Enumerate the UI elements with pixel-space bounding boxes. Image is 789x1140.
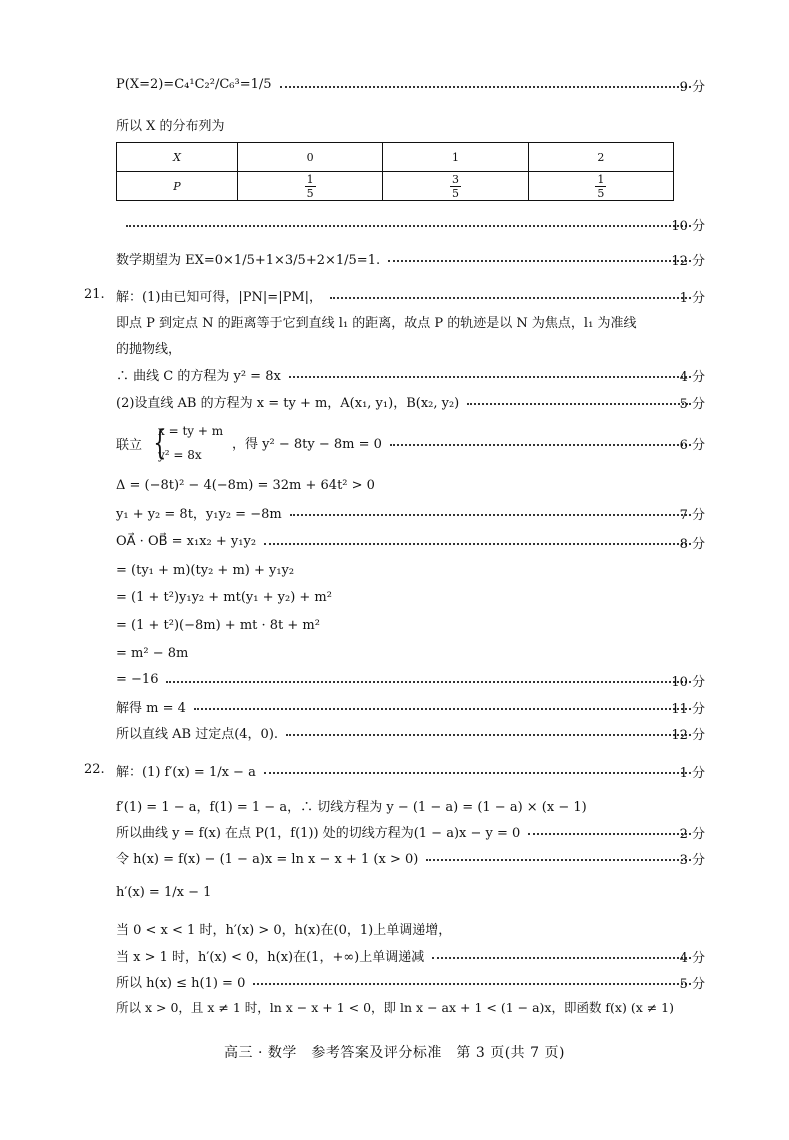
score-label: 5 分	[679, 397, 705, 412]
answer-line	[116, 74, 699, 94]
distribution-table	[116, 142, 674, 201]
solution-text: 即点 P 到定点 N 的距离等于它到直线 l₁ 的距离，故点 P 的轨迹是以 N 为焦点，l₁ 为准线	[116, 315, 637, 331]
score-label: 6 分	[679, 438, 705, 453]
answer-line	[116, 337, 699, 357]
dotted-leader	[388, 260, 691, 262]
page-footer: 高三 · 数学 参考答案及评分标准 第 3 页(共 7 页)	[224, 1045, 565, 1061]
score-label: 8 分	[679, 537, 705, 552]
question-number: 22.	[84, 762, 105, 777]
table-header-x: X	[117, 143, 238, 172]
table-cell	[528, 172, 673, 201]
system-equation: x = ty + m	[158, 424, 224, 438]
fraction-numerator: 3	[451, 172, 459, 186]
score-label: 3 分	[679, 853, 705, 868]
solution-text: f′(1) = 1 − a，f(1) = 1 − a，∴ 切线方程为 y − (1 − a) = (1 − a) × (x − 1)	[116, 799, 587, 815]
score-label: 9 分	[679, 80, 705, 95]
score-label: 4 分	[679, 370, 705, 385]
dotted-leader	[290, 514, 691, 516]
table-header-p: P	[117, 172, 238, 201]
fraction	[450, 173, 461, 200]
answer-line	[116, 882, 699, 902]
solution-text: 所以 x > 0，且 x ≠ 1 时，ln x − x + 1 < 0，即 ln x − ax + 1 < (1 − a)x，即函数 f(x) (x ≠ 1)	[116, 1000, 674, 1015]
solution-text: 联立	[116, 438, 143, 453]
solution-text: 所以曲线 y = f(x) 在点 P(1，f(1)) 处的切线方程为(1 − a)x − y = 0	[116, 825, 521, 841]
answer-line	[116, 587, 699, 607]
dotted-leader	[467, 403, 691, 405]
score-label: 2 分	[679, 827, 705, 842]
answer-line	[116, 997, 705, 1017]
solution-text: 当 0 < x < 1 时，h′(x) > 0，h(x)在(0，1)上单调递增，	[116, 922, 452, 938]
answer-line	[116, 669, 699, 689]
answer-line	[116, 795, 699, 815]
answer-line	[116, 364, 699, 384]
question-number: 21.	[84, 287, 105, 302]
solution-text: = (1 + t²)y₁y₂ + mt(y₁ + y₂) + m²	[116, 589, 332, 605]
answer-line	[116, 475, 699, 495]
answer-line	[116, 643, 699, 663]
dotted-leader	[528, 833, 691, 835]
table-cell: 1	[383, 143, 528, 172]
answer-line	[116, 945, 699, 965]
solution-text: ，得 y² − 8ty − 8m = 0	[232, 436, 382, 452]
answer-line	[116, 248, 699, 268]
system-equation: y² = 8x	[158, 448, 202, 462]
distribution-intro: 所以 X 的分布列为	[116, 118, 225, 134]
table-row	[117, 143, 674, 172]
solution-text: 所以直线 AB 过定点(4，0).	[116, 726, 279, 742]
solution-text: 解得 m = 4	[116, 700, 186, 716]
solution-text: 令 h(x) = f(x) − (1 − a)x = ln x − x + 1 (x > 0)	[116, 851, 419, 867]
score-label: 7 分	[679, 508, 705, 523]
answer-line	[116, 615, 699, 635]
score-label: 12 分	[671, 728, 705, 743]
solution-text: 解：(1) f′(x) = 1/x − a	[116, 764, 256, 780]
score-label: 1 分	[679, 291, 705, 306]
score-label: 1 分	[679, 766, 705, 781]
table-cell	[238, 172, 383, 201]
solution-text: 当 x > 1 时，h′(x) < 0，h(x)在(1，+∞)上单调递减	[116, 949, 425, 965]
dotted-leader	[330, 297, 691, 299]
score-label: 11 分	[671, 702, 705, 717]
solution-text: Δ = (−8t)² − 4(−8m) = 32m + 64t² > 0	[116, 477, 375, 493]
dotted-leader	[426, 859, 691, 861]
solution-text: = (ty₁ + m)(ty₂ + m) + y₁y₂	[116, 562, 295, 578]
solution-text: h′(x) = 1/x − 1	[116, 884, 212, 900]
solution-text: y₁ + y₂ = 8t，y₁y₂ = −8m	[116, 506, 282, 522]
dotted-leader	[280, 86, 691, 88]
fraction-numerator: 1	[597, 172, 605, 186]
solution-text: = −16	[116, 671, 159, 687]
dotted-leader	[264, 772, 691, 774]
answer-line	[116, 391, 699, 411]
dotted-leader	[286, 734, 691, 736]
fraction-numerator: 1	[306, 172, 314, 186]
score-label: 10 分	[671, 675, 705, 690]
solution-text: 所以 h(x) ≤ h(1) = 0	[116, 975, 246, 991]
solution-text: OA⃗ · OB⃗ = x₁x₂ + y₁y₂	[116, 533, 257, 549]
fraction-denominator: 5	[306, 186, 314, 200]
brace-symbol: {	[153, 423, 167, 463]
answer-line	[232, 432, 699, 452]
score-label: 10 分	[671, 219, 705, 234]
dotted-leader	[126, 225, 691, 227]
dotted-leader	[253, 983, 691, 985]
answer-line	[116, 311, 699, 331]
answer-line	[116, 502, 699, 522]
solution-text: = m² − 8m	[116, 645, 189, 661]
solution-text: 的抛物线，	[116, 341, 182, 357]
answer-line	[116, 760, 699, 780]
dotted-leader	[264, 543, 691, 545]
score-label: 5 分	[679, 977, 705, 992]
table-cell	[383, 172, 528, 201]
fraction	[305, 173, 316, 200]
answer-line	[116, 560, 699, 580]
solution-text: = (1 + t²)(−8m) + mt · 8t + m²	[116, 617, 320, 633]
answer-line	[116, 696, 699, 716]
dotted-leader	[432, 957, 691, 959]
answer-line	[116, 114, 699, 134]
probability-formula: P(X=2)=C₄¹C₂²/C₆³=1/5	[116, 76, 272, 92]
fraction-denominator: 5	[451, 186, 459, 200]
dotted-leader	[390, 444, 691, 446]
answer-line	[126, 213, 699, 233]
solution-text: ∴ 曲线 C 的方程为 y² = 8x	[116, 368, 281, 384]
dotted-leader	[166, 681, 691, 683]
score-label: 12 分	[671, 254, 705, 269]
answer-line	[116, 918, 699, 938]
fraction-denominator: 5	[597, 186, 605, 200]
solution-text: (2)设直线 AB 的方程为 x = ty + m，A(x₁, y₁)，B(x₂, y₂)	[116, 395, 460, 411]
table-cell: 2	[528, 143, 673, 172]
solution-text: 解：(1)由已知可得，|PN|=|PM|，	[116, 289, 323, 305]
answer-line	[116, 971, 699, 991]
table-cell: 0	[238, 143, 383, 172]
answer-line	[116, 847, 699, 867]
dotted-leader	[194, 708, 691, 710]
answer-line	[116, 821, 699, 841]
answer-line	[116, 531, 699, 551]
answer-line	[116, 722, 699, 742]
score-label: 4 分	[679, 951, 705, 966]
expectation-formula: 数学期望为 EX=0×1/5+1×3/5+2×1/5=1.	[116, 252, 381, 268]
dotted-leader	[289, 376, 691, 378]
table-row	[117, 172, 674, 201]
fraction	[595, 173, 606, 200]
answer-line	[116, 285, 699, 305]
